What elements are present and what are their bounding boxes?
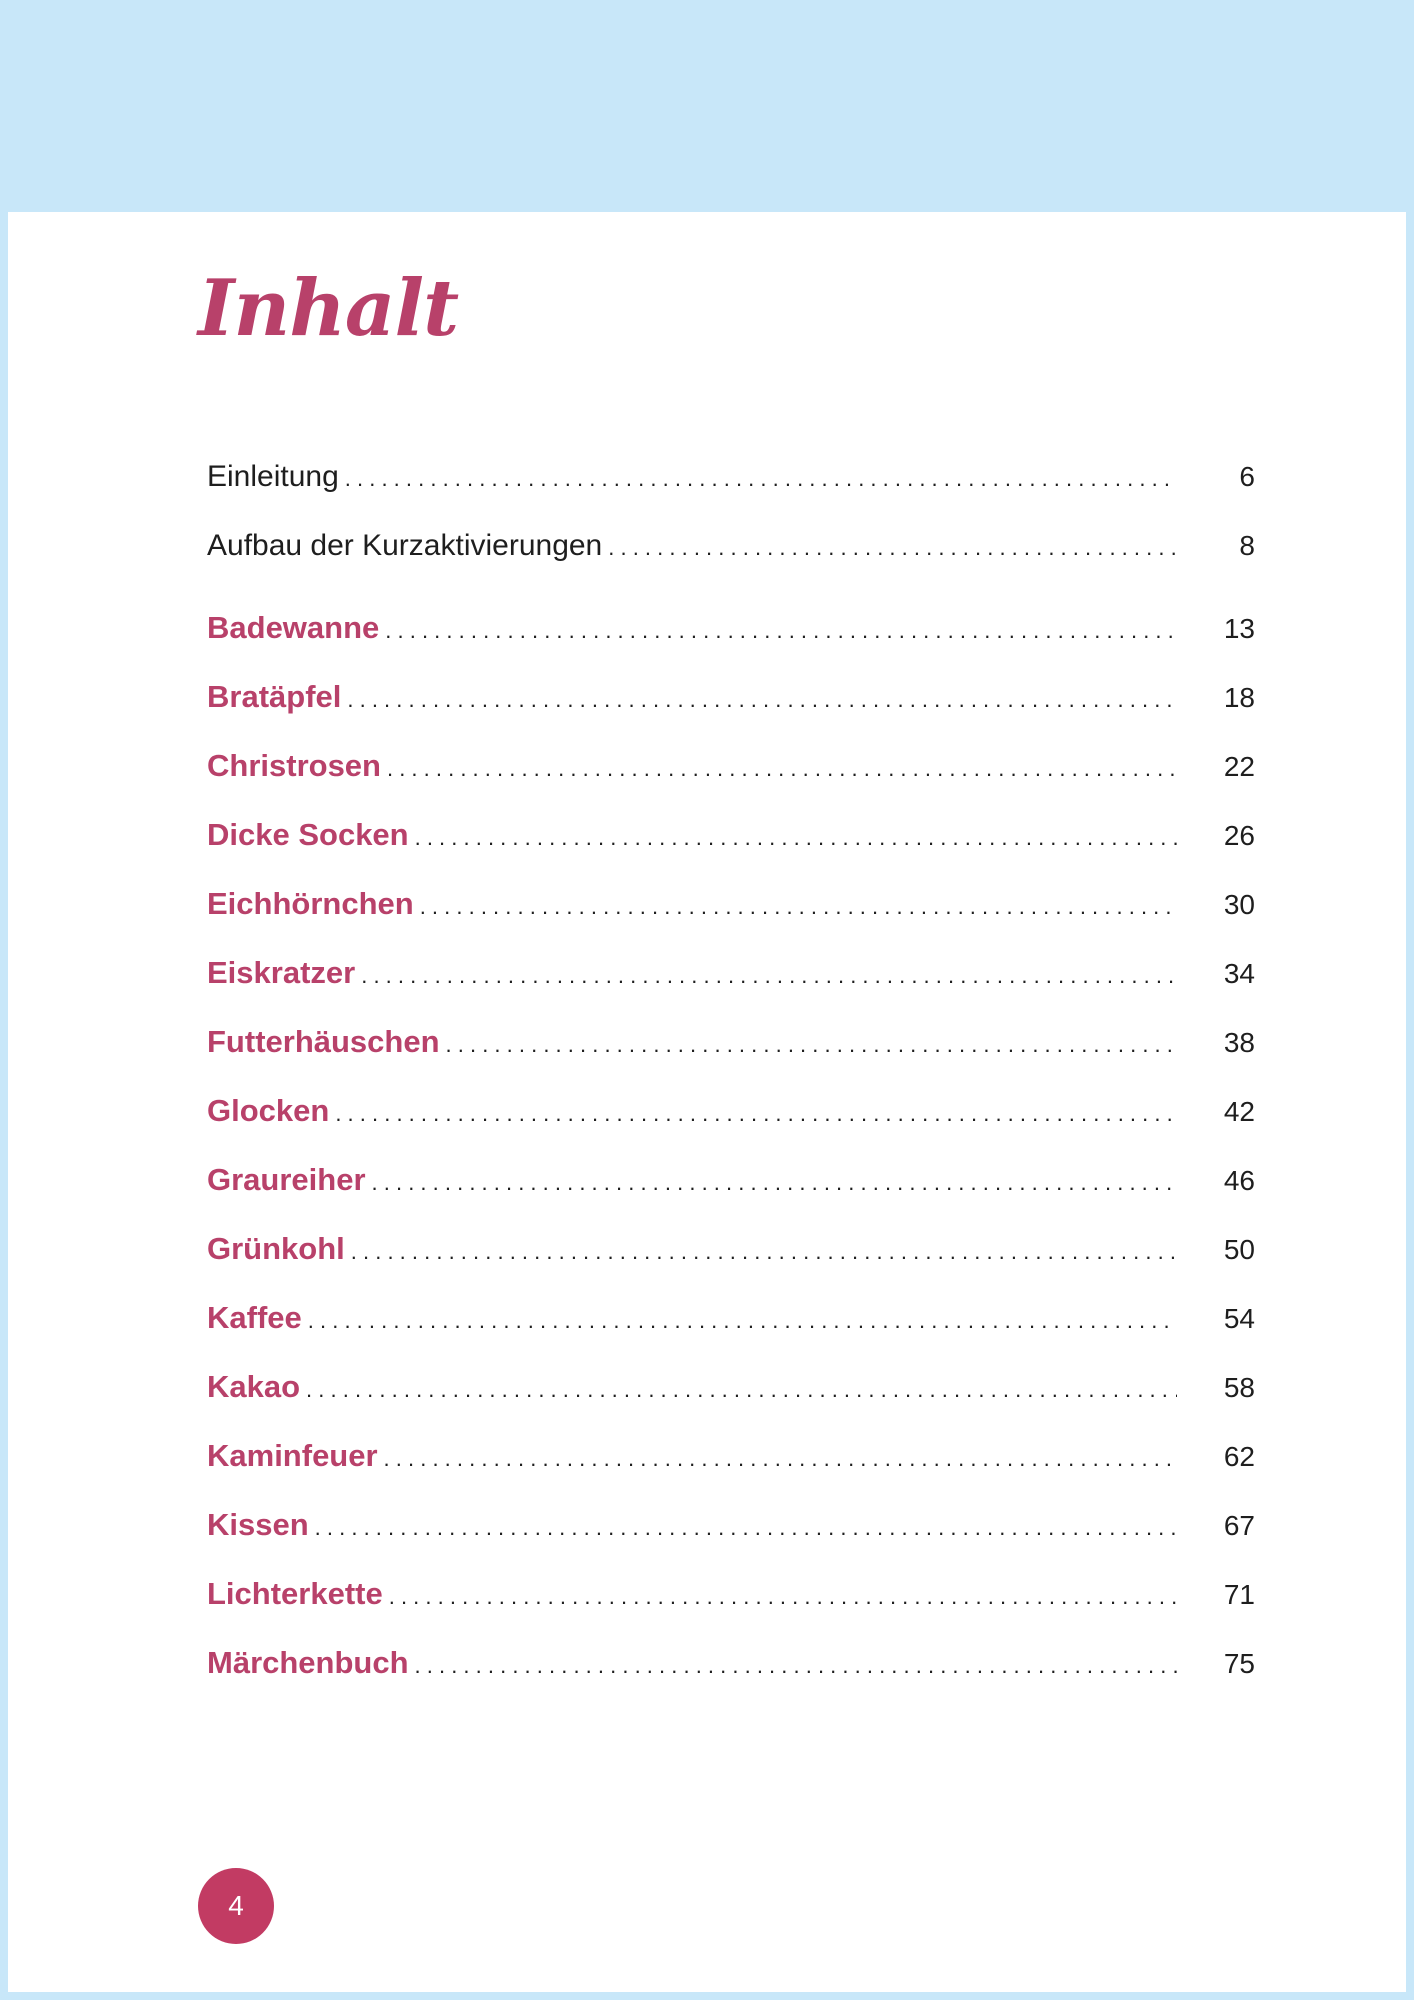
table-of-contents	[207, 460, 1255, 1714]
dot-leader	[389, 1584, 1177, 1610]
toc-chapter-lichterkette[interactable]	[207, 1576, 1255, 1645]
toc-entry-label: Grünkohl	[207, 1231, 345, 1266]
toc-chapter-eichhoernchen[interactable]	[207, 886, 1255, 955]
toc-entry-page: 50	[1223, 1234, 1255, 1265]
toc-chapter-gruenkohl[interactable]	[207, 1231, 1255, 1300]
toc-entry-label: Graureiher	[207, 1162, 366, 1197]
dot-leader	[384, 1446, 1177, 1472]
toc-entry-label: Dicke Socken	[207, 817, 409, 852]
toc-entry-page: 6	[1239, 461, 1255, 492]
toc-entry-page: 26	[1223, 820, 1255, 851]
toc-chapter-kaffee[interactable]	[207, 1300, 1255, 1369]
toc-entry-label: Lichterkette	[207, 1576, 383, 1611]
toc-entry-page: 8	[1239, 530, 1255, 561]
toc-chapter-kakao[interactable]	[207, 1369, 1255, 1438]
toc-chapter-maerchenbuch[interactable]	[207, 1645, 1255, 1714]
dot-leader	[415, 825, 1177, 851]
toc-entry-label: Kakao	[207, 1369, 301, 1404]
dot-leader	[308, 1308, 1177, 1334]
dot-leader	[415, 1653, 1177, 1679]
toc-entry-page: 67	[1223, 1510, 1255, 1541]
toc-entry-label: Märchenbuch	[207, 1645, 409, 1680]
dot-leader	[420, 894, 1177, 920]
toc-entry-page: 75	[1223, 1648, 1255, 1679]
dot-leader	[347, 687, 1177, 713]
toc-entry-label: Glocken	[207, 1093, 330, 1128]
toc-entry-page: 38	[1223, 1027, 1255, 1058]
toc-chapter-eiskratzer[interactable]	[207, 955, 1255, 1024]
toc-entry-page: 13	[1223, 613, 1255, 644]
toc-chapter-glocken[interactable]	[207, 1093, 1255, 1162]
toc-entry-label: Futterhäuschen	[207, 1024, 440, 1059]
toc-entry-label: Aufbau der Kurzaktivierungen	[207, 529, 603, 562]
toc-chapter-graureiher[interactable]	[207, 1162, 1255, 1231]
toc-chapter-badewanne[interactable]	[207, 610, 1255, 679]
toc-entry-page: 42	[1223, 1096, 1255, 1127]
toc-entry-label: Christrosen	[207, 748, 381, 783]
toc-entry-page: 71	[1223, 1579, 1255, 1610]
toc-entry-label: Kissen	[207, 1507, 309, 1542]
toc-entry-page: 18	[1223, 682, 1255, 713]
toc-entry-label: Eichhörnchen	[207, 886, 414, 921]
page-number-badge: 4	[198, 1868, 274, 1944]
toc-chapter-kissen[interactable]	[207, 1507, 1255, 1576]
toc-entry-page: 58	[1223, 1372, 1255, 1403]
dot-leader	[385, 618, 1177, 644]
toc-chapter-christrosen[interactable]	[207, 748, 1255, 817]
toc-entry-page: 30	[1223, 889, 1255, 920]
toc-chapter-futterhaeuschen[interactable]	[207, 1024, 1255, 1093]
dot-leader	[387, 756, 1177, 782]
toc-entry-page: 46	[1223, 1165, 1255, 1196]
dot-leader	[315, 1515, 1177, 1541]
toc-chapter-dicke-socken[interactable]	[207, 817, 1255, 886]
dot-leader	[351, 1239, 1177, 1265]
dot-leader	[608, 535, 1177, 561]
dot-leader	[446, 1032, 1177, 1058]
toc-entry-label: Kaffee	[207, 1300, 302, 1335]
toc-entry-label: Badewanne	[207, 610, 380, 645]
toc-entry-page: 54	[1223, 1303, 1255, 1334]
toc-entry-label: Eiskratzer	[207, 955, 356, 990]
page-title: Inhalt	[198, 263, 459, 354]
dot-leader	[361, 963, 1177, 989]
toc-entry-page: 22	[1223, 751, 1255, 782]
toc-entry-label: Einleitung	[207, 460, 339, 493]
dot-leader	[345, 466, 1177, 492]
toc-chapter-kaminfeuer[interactable]	[207, 1438, 1255, 1507]
dot-leader	[372, 1170, 1177, 1196]
toc-entry-page: 34	[1223, 958, 1255, 989]
toc-entry-aufbau[interactable]	[207, 529, 1255, 598]
toc-chapter-brataepfel[interactable]	[207, 679, 1255, 748]
dot-leader	[335, 1101, 1177, 1127]
toc-entry-label: Kaminfeuer	[207, 1438, 378, 1473]
dot-leader	[306, 1377, 1177, 1403]
toc-entry-einleitung[interactable]	[207, 460, 1255, 529]
toc-entry-label: Bratäpfel	[207, 679, 342, 714]
toc-entry-page: 62	[1223, 1441, 1255, 1472]
